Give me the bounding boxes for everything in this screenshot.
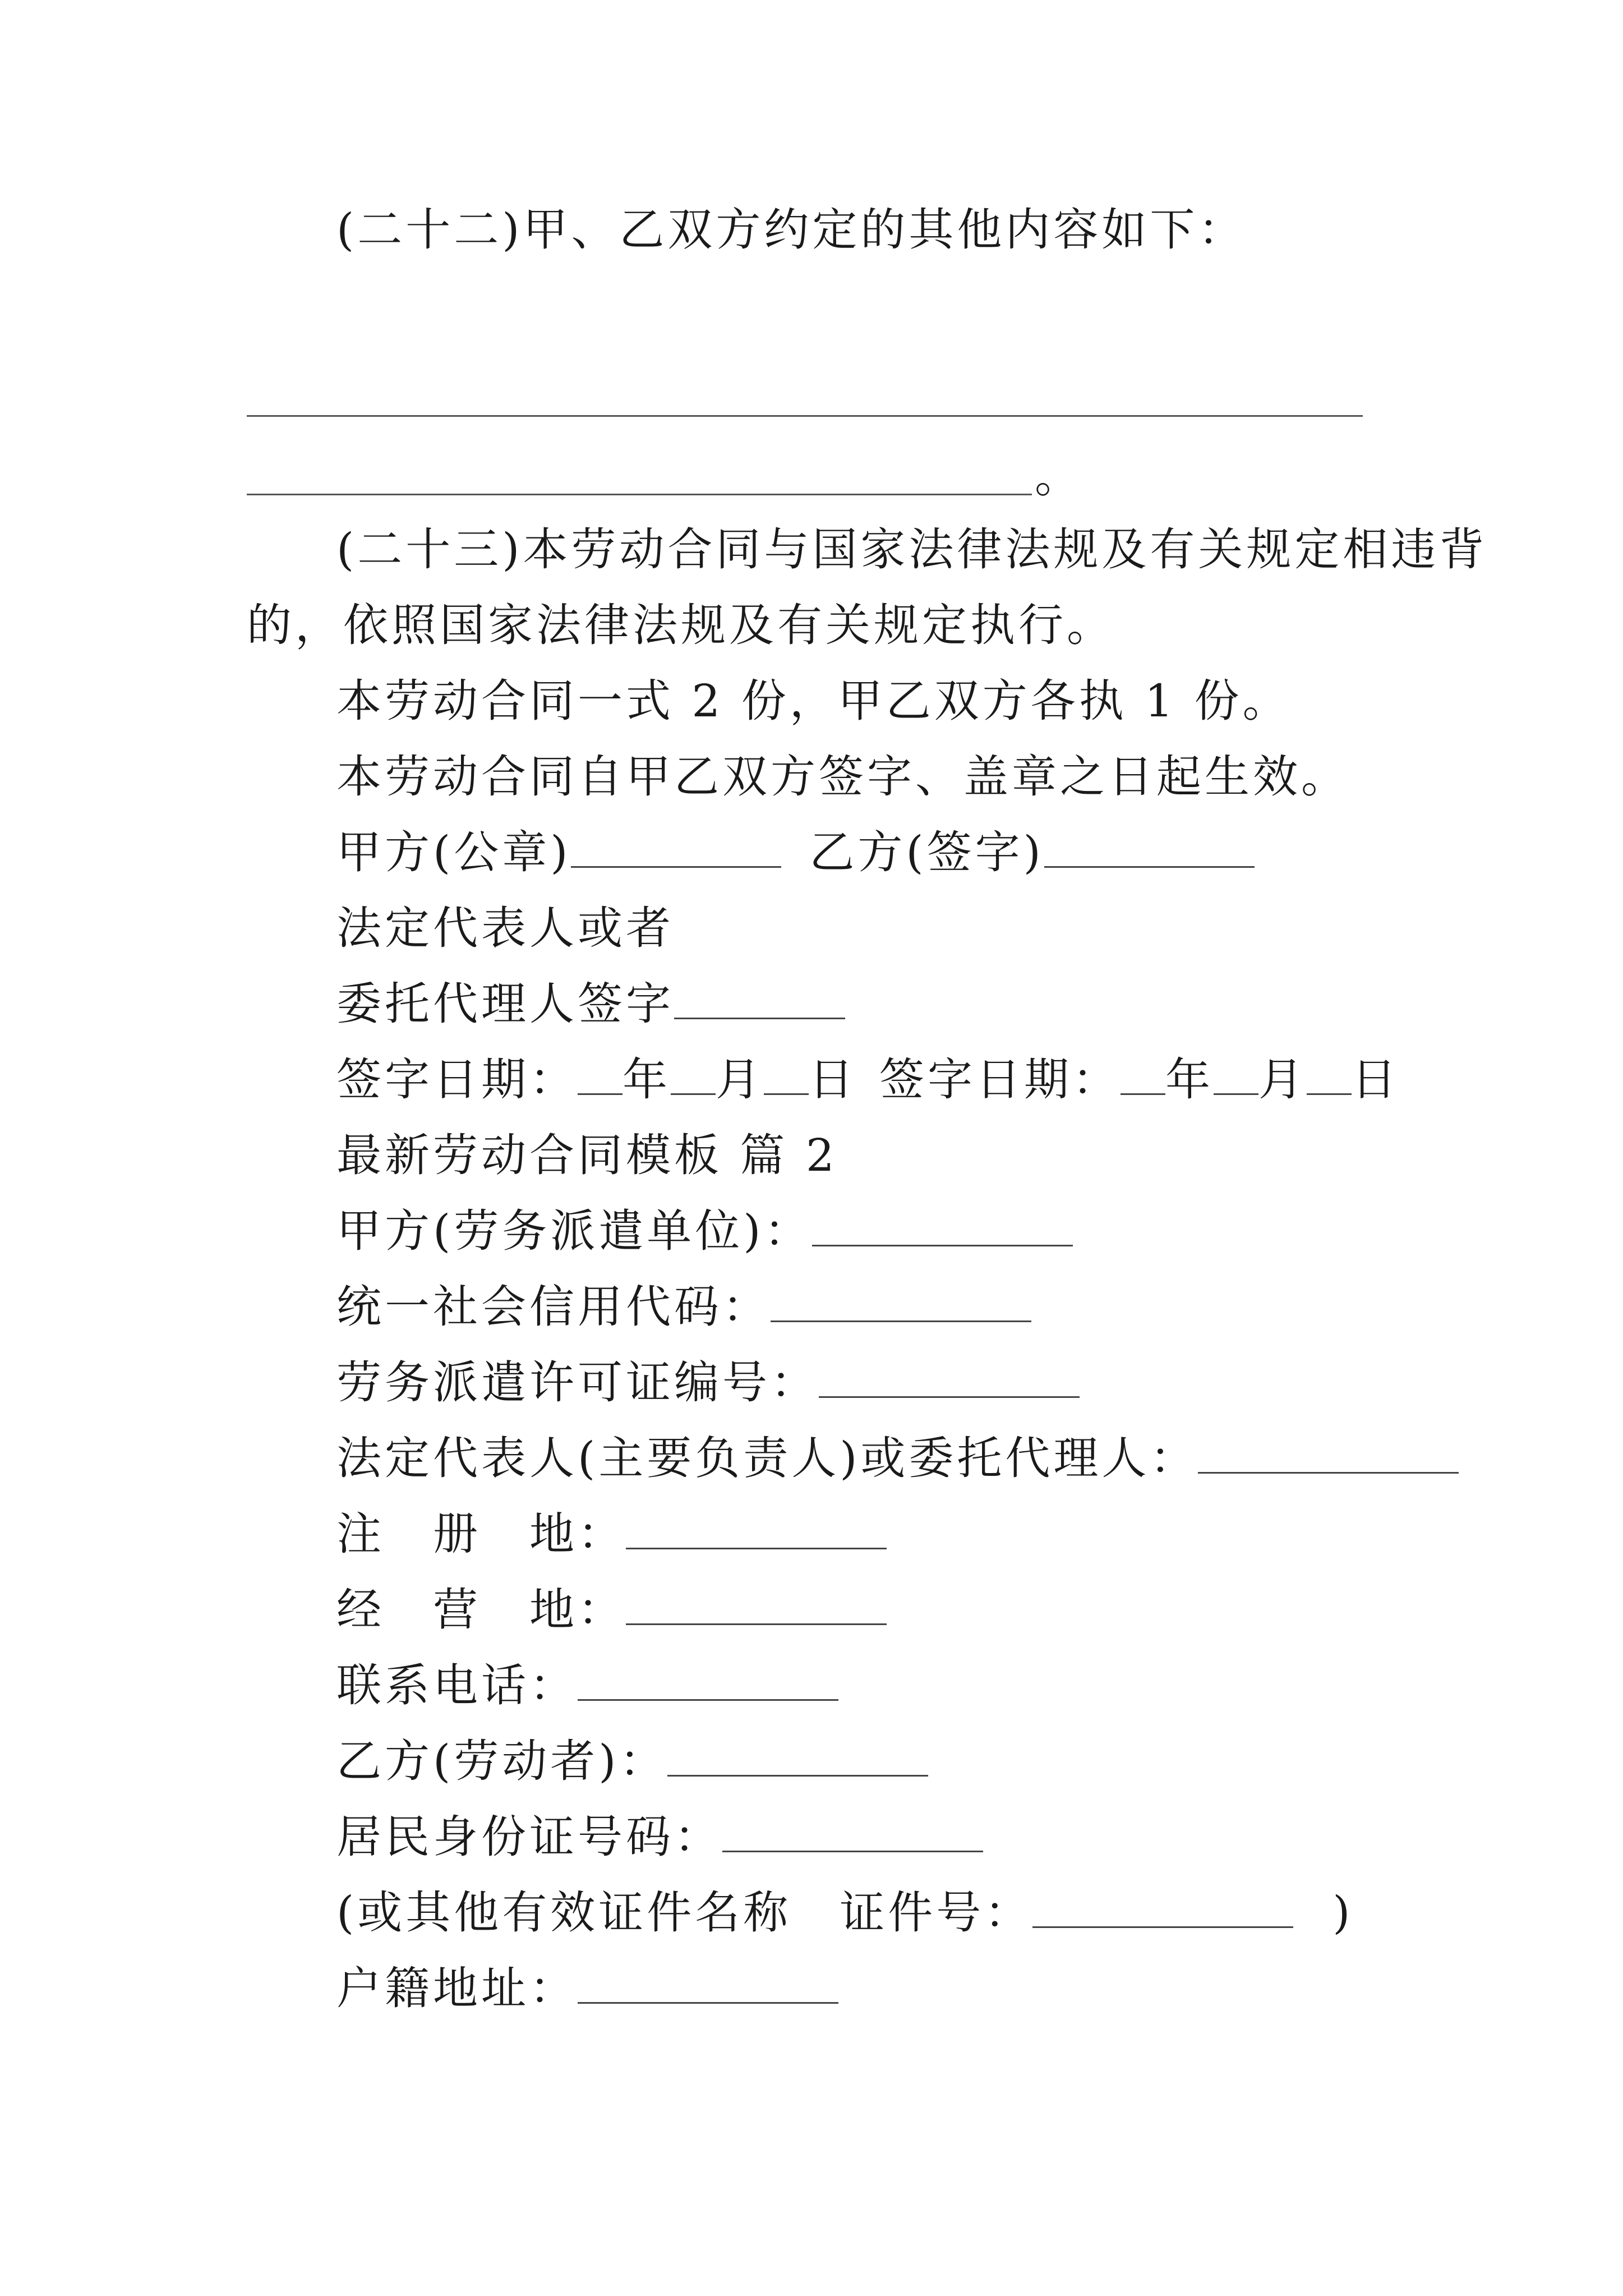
- signature-parties: [336, 825, 1255, 881]
- agent-sign-blank: [674, 978, 845, 1019]
- blank-line-2: [247, 494, 1032, 495]
- party-b-sign-label: 乙方(签字): [809, 826, 1044, 878]
- party-a-seal-label: 甲方(公章): [336, 826, 571, 878]
- party-a-seal-blank: [571, 827, 781, 868]
- agent-sign-line: 委托代理人签字: [336, 976, 845, 1032]
- clause-22-text: (二十二)甲、乙双方约定的其他内容如下：: [336, 204, 1247, 256]
- credit-code-line: 统一社会信用代码：: [336, 1279, 1031, 1335]
- registered-addr-line: 注 册 地：: [336, 1506, 887, 1562]
- legal-rep-label: 法定代表人或者: [336, 902, 674, 954]
- other-id-line: (或其他有效证件名称 证件号： ): [336, 1887, 1354, 1939]
- id-number-line: 居民身份证号码：: [336, 1809, 983, 1865]
- copies-statement: 本劳动合同一式 2 份，甲乙双方各执 1 份。: [336, 675, 1291, 727]
- clause-22: [336, 202, 1246, 258]
- rep-or-agent-line: 法定代表人(主要负责人)或委托代理人：: [336, 1430, 1459, 1487]
- license-no-line: 劳务派遣许可证编号：: [336, 1355, 1080, 1411]
- effective-statement: 本劳动合同自甲乙双方签字、盖章之日起生效。: [336, 751, 1349, 803]
- blank-period: 。: [1035, 450, 1083, 503]
- party-b-worker-line: 乙方(劳动者)：: [336, 1733, 928, 1789]
- clause-23-line-1: (二十三)本劳动合同与国家法律法规及有关规定相违背: [336, 523, 1488, 576]
- dispatch-unit-line: 甲方(劳务派遣单位)：: [336, 1203, 1073, 1259]
- template-title: 最新劳动合同模板 篇 2: [336, 1129, 838, 1181]
- business-addr-line: 经 营 地：: [336, 1582, 887, 1638]
- sign-date-line: 签字日期： 年 月 日 签字日期： 年 月 日: [336, 1053, 1400, 1106]
- party-b-sign-blank: [1044, 827, 1255, 868]
- clause-23-line-2: 的，依照国家法律法规及有关规定执行。: [247, 599, 1115, 651]
- blank-line-1: [247, 415, 1363, 417]
- phone-line: 联系电话：: [336, 1658, 838, 1714]
- household-addr-line: 户籍地址：: [336, 1961, 838, 2017]
